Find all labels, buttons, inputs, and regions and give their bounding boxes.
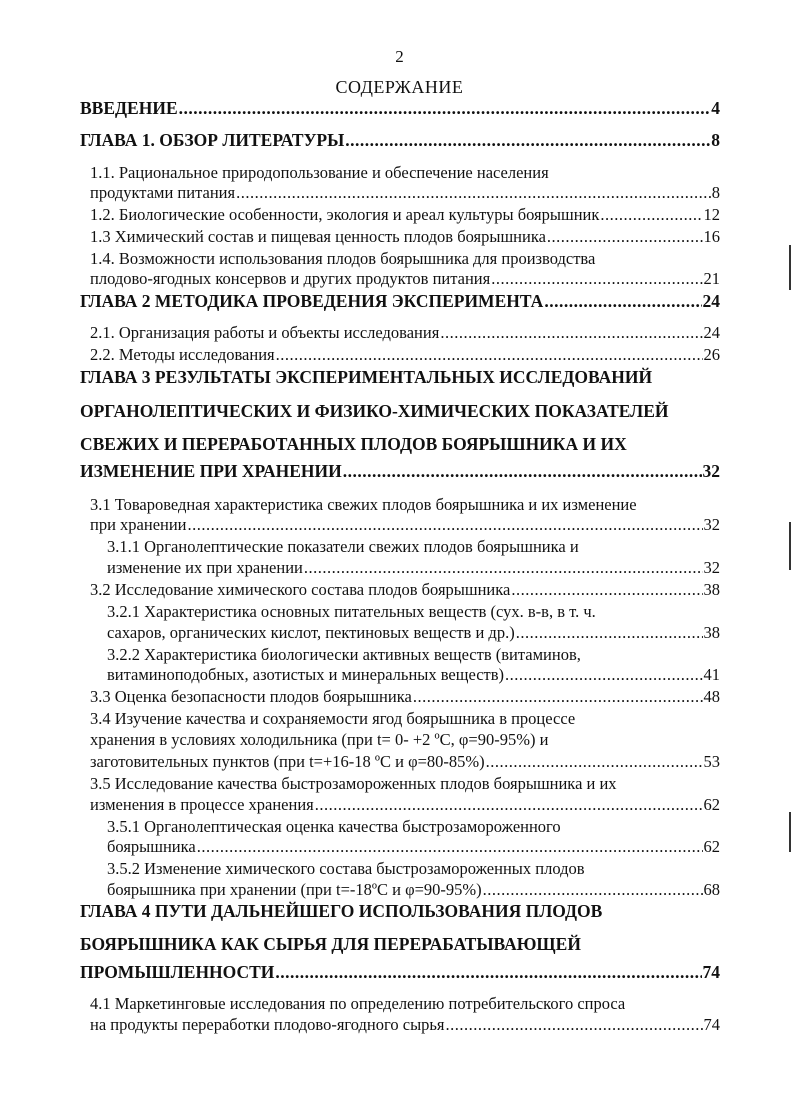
toc-entry-line [90,249,595,269]
toc-entry-line [90,345,720,365]
toc-entry-text: 3.4 Изучение качества и сохраняемости ягод боярышника в процессе [90,709,576,728]
scan-artifact [789,245,791,290]
toc-entry-line [90,580,720,600]
toc-entry-line [90,795,720,815]
toc-entry-text: 2.1. Организация работы и объекты исследования [90,323,440,342]
toc-page-number: 16 [703,227,720,246]
toc-entry-line [80,130,720,150]
toc-entry-line [80,962,720,982]
dot-leader [516,623,703,643]
scan-artifact [789,522,791,570]
toc-entry-line [90,269,720,289]
toc-entry-text: 3.5.2 Изменение химического состава быстрозамороженных плодов [107,859,585,878]
dot-leader [197,837,703,857]
toc-page-number: 24 [702,291,720,311]
toc-entry-line [107,537,579,557]
toc-entry-text: 4.1 Маркетинговые исследования по определению потребительского спроса [90,994,626,1013]
toc-entry-line [107,665,720,685]
toc-entry-text: ОРГАНОЛЕПТИЧЕСКИХ И ФИЗИКО-ХИМИЧЕСКИХ ПОКАЗАТЕЛЕЙ [80,401,669,421]
dot-leader [544,291,701,311]
toc-entry-text: витаминоподобных, азотистых и минеральных веществ) [107,665,505,684]
toc-entry-line [90,709,575,729]
toc-page-number: 68 [703,880,720,899]
toc-entry-line [90,774,617,794]
toc-entry-text: СВЕЖИХ И ПЕРЕРАБОТАННЫХ ПЛОДОВ БОЯРЫШНИКА И ИХ [80,434,627,454]
toc-entry-text: 3.2.1 Характеристика основных питательных веществ (сух. в-в, в т. ч. [107,602,596,621]
toc-entry-line [107,602,596,622]
toc-page-number: 4 [711,98,720,118]
toc-entry-line [107,880,720,900]
toc-entry-text: ИЗМЕНЕНИЕ ПРИ ХРАНЕНИИ [80,461,342,481]
toc-entry-line [107,623,720,643]
dot-leader [491,269,702,289]
toc-entry-line [80,401,669,421]
dot-leader [446,1015,703,1035]
toc-entry-text: боярышника [107,837,196,856]
toc-entry-text: продуктами питания [90,183,236,202]
toc-entry-line [90,227,720,247]
toc-entry-text: ГЛАВА 2 МЕТОДИКА ПРОВЕДЕНИЯ ЭКСПЕРИМЕНТА [80,291,544,311]
toc-entry-line [90,323,720,343]
toc-entry-line [80,98,720,118]
toc-page-number: 53 [703,752,720,771]
toc-entry-line [80,367,652,387]
toc-entry-line [90,495,637,515]
dot-leader [236,183,711,203]
toc-entry-line [90,730,548,750]
dot-leader [304,558,703,578]
toc-entry-text: ПРОМЫШЛЕННОСТИ [80,962,275,982]
toc-entry-line [80,434,627,454]
toc-entry-text: 3.1 Товароведная характеристика свежих плодов боярышника и их изменение [90,495,637,514]
toc-page-number: 8 [711,183,720,202]
toc-page-number: 48 [703,687,720,706]
toc-entry-text: ГЛАВА 4 ПУТИ ДАЛЬНЕЙШЕГО ИСПОЛЬЗОВАНИЯ ПЛОДОВ [80,901,603,921]
toc-entry-text: 1.1. Рациональное природопользование и обеспечение населения [90,163,549,182]
dot-leader [511,580,702,600]
dot-leader [179,98,711,118]
toc-entry-line [107,645,581,665]
toc-entry-text: 3.5.1 Органолептическая оценка качества быстрозамороженного [107,817,561,836]
toc-entry-text: изменение их при хранении [107,558,303,577]
toc-entry-text: 3.5 Исследование качества быстрозамороженных плодов боярышника и их [90,774,617,793]
dot-leader [440,323,702,343]
toc-entry-text: 3.3 Оценка безопасности плодов боярышника [90,687,412,706]
dot-leader [483,880,703,900]
toc-entry-text: при хранении [90,515,187,534]
toc-page-number: 21 [703,269,720,288]
toc-entry-text: хранения в условиях холодильника (при t= 0- +2 ºС, φ=90-95%) и [90,730,549,749]
toc-entry-text: заготовительных пунктов (при t=+16-18 ºС и φ=80-85%) [90,752,485,771]
toc-page-number: 12 [703,205,720,224]
toc-entry-text: 2.2. Методы исследования [90,345,275,364]
toc-entry-line [90,183,720,203]
toc-page-number: 74 [702,962,720,982]
toc-page-number: 38 [703,580,720,599]
toc-page-number: 38 [703,623,720,642]
dot-leader [188,515,703,535]
toc-entry-line [80,901,602,921]
toc-entry-text: боярышника при хранении (при t=-18ºС и φ=90-95%) [107,880,482,899]
dot-leader [275,962,701,982]
toc-entry-line [107,859,585,879]
toc-title: СОДЕРЖАНИЕ [335,77,464,97]
toc-entry-text: ВВЕДЕНИЕ [80,98,178,118]
toc-page-number: 62 [703,837,720,856]
toc-page-number: 8 [711,130,720,150]
toc-page-number: 32 [703,558,720,577]
dot-leader [505,665,702,685]
dot-leader [276,345,703,365]
toc-entry-line [90,994,625,1014]
toc-entry-text: изменения в процессе хранения [90,795,314,814]
toc-entry-line [107,817,561,837]
toc-entry-text: 1.2. Биологические особенности, экология и ареал культуры боярышник [90,205,600,224]
toc-entry-text: плодово-ягодных консервов и других продуктов питания [90,269,491,288]
toc-entry-line [90,1015,720,1035]
toc-page-number: 74 [703,1015,720,1034]
toc-entry-line [107,837,720,857]
toc-page-number: 32 [703,515,720,534]
toc-entry-text: на продукты переработки плодово-ягодного сырья [90,1015,445,1034]
dot-leader [315,795,703,815]
toc-entry-line [90,752,720,772]
toc-entry-line [90,163,549,183]
toc-entry-line [90,205,720,225]
toc-page-number: 24 [703,323,720,342]
dot-leader [413,687,703,707]
toc-entry-line [80,934,581,954]
toc-entry-line [107,558,720,578]
dot-leader [547,227,703,247]
toc-page-number: 41 [703,665,720,684]
toc-entry-text: 1.3 Химический состав и пищевая ценность плодов боярышника [90,227,546,246]
toc-entry-text: 3.1.1 Органолептические показатели свежих плодов боярышника и [107,537,579,556]
dot-leader [345,130,710,150]
toc-entry-text: 3.2.2 Характеристика биологически активных веществ (витаминов, [107,645,581,664]
toc-entry-text: БОЯРЫШНИКА КАК СЫРЬЯ ДЛЯ ПЕРЕРАБАТЫВАЮЩЕЙ [80,934,581,954]
toc-entry-text: 3.2 Исследование химического состава плодов боярышника [90,580,511,599]
toc-entry-line [90,687,720,707]
page-number: 2 [395,47,404,66]
dot-leader [486,752,703,772]
toc-entry-line [80,291,720,311]
toc-page-number: 32 [702,461,720,481]
toc-entry-text: сахаров, органических кислот, пектиновых веществ и др.) [107,623,515,642]
toc-page-number: 62 [703,795,720,814]
toc-page-number: 26 [703,345,720,364]
toc-entry-text: ГЛАВА 1. ОБЗОР ЛИТЕРАТУРЫ [80,130,345,150]
dot-leader [343,461,702,481]
scan-artifact [789,812,791,852]
toc-entry-line [90,515,720,535]
toc-entry-line [80,461,720,481]
dot-leader [600,205,702,225]
toc-entry-text: ГЛАВА 3 РЕЗУЛЬТАТЫ ЭКСПЕРИМЕНТАЛЬНЫХ ИССЛЕДОВАНИЙ [80,367,653,387]
toc-entry-text: 1.4. Возможности использования плодов боярышника для производства [90,249,596,268]
